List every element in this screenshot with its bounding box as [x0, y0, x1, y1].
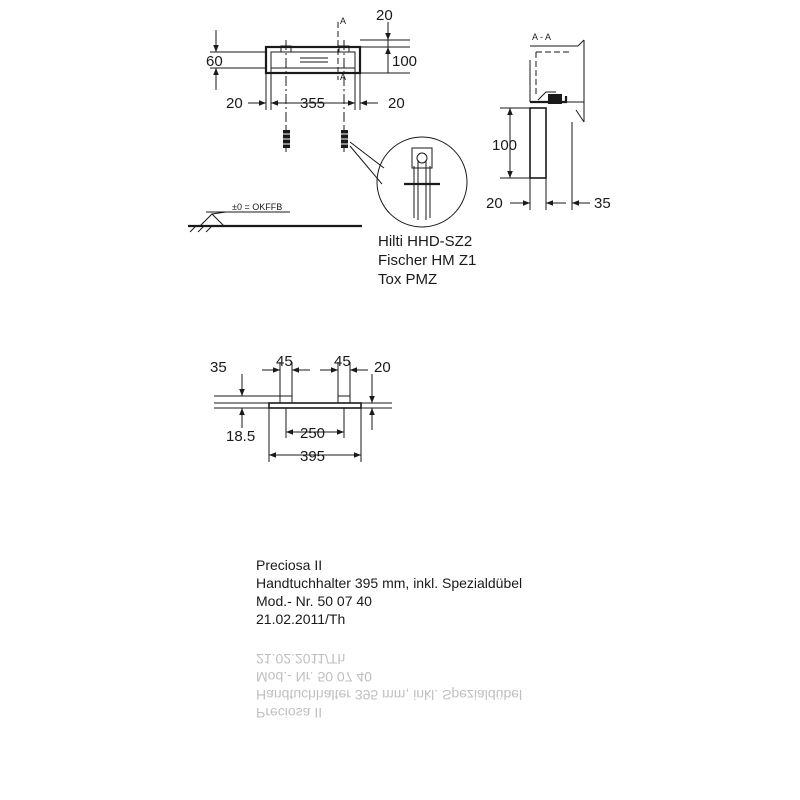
caption-date: 21.02.2011/Th	[256, 611, 346, 627]
dowel-left-icon	[282, 126, 291, 152]
title-block-reflection	[256, 650, 522, 722]
dim-right-100: 100	[392, 53, 418, 70]
front-view	[210, 353, 392, 465]
front-dim-250: 250	[300, 425, 326, 442]
top-view-bar-outer	[266, 47, 360, 73]
anchor-item-2: Tox PMZ	[378, 271, 438, 288]
caption-reflection-product: Preciosa II	[256, 705, 323, 721]
front-dim-395: 395	[300, 448, 326, 465]
dim-bottom-left-20: 20	[226, 95, 243, 112]
front-dim-45-a: 45	[276, 353, 293, 370]
anchor-item-0: Hilti HHD-SZ2	[378, 233, 473, 250]
anchor-detail	[350, 137, 467, 227]
caption-description: Handtuchhalter 395 mm, inkl. Spezialdübel	[256, 575, 523, 591]
anchor-item-1: Fischer HM Z1	[378, 252, 477, 269]
caption-reflection-date: 21.02.2011/Th	[256, 651, 346, 667]
front-dim-18-5: 18.5	[226, 428, 256, 445]
dim-bottom-right-20: 20	[388, 95, 405, 112]
anchor-list	[378, 233, 476, 288]
top-view	[206, 7, 417, 152]
caption-model-number: Mod.- Nr. 50 07 40	[256, 593, 372, 609]
caption-product: Preciosa II	[256, 557, 323, 573]
front-view-bar	[269, 403, 361, 408]
dim-top-20: 20	[376, 7, 393, 24]
title-block	[256, 556, 522, 628]
section-dim-20: 20	[486, 195, 503, 212]
floor-note: ±0 = OKFFB	[232, 202, 283, 212]
caption-reflection-description: Handtuchhalter 395 mm, inkl. Spezialdübel	[256, 687, 523, 703]
top-view-bar-inner	[271, 52, 355, 68]
front-dim-45-b: 45	[334, 353, 351, 370]
floor-reference	[188, 202, 362, 232]
section-mark-top: A	[340, 16, 347, 26]
dim-bottom-mid-355: 355	[300, 95, 326, 112]
section-mark-bottom: A	[340, 72, 347, 82]
caption-reflection-model-number: Mod.- Nr. 50 07 40	[256, 669, 372, 685]
front-dim-20: 20	[374, 359, 391, 376]
front-dim-35: 35	[210, 359, 227, 376]
dim-left-60: 60	[206, 53, 223, 70]
section-dim-35: 35	[594, 195, 611, 212]
section-dim-100: 100	[492, 137, 518, 154]
section-view	[486, 32, 611, 212]
dowel-right-icon	[340, 126, 349, 152]
detail-circle	[377, 137, 467, 227]
section-title: A - A	[532, 32, 552, 42]
